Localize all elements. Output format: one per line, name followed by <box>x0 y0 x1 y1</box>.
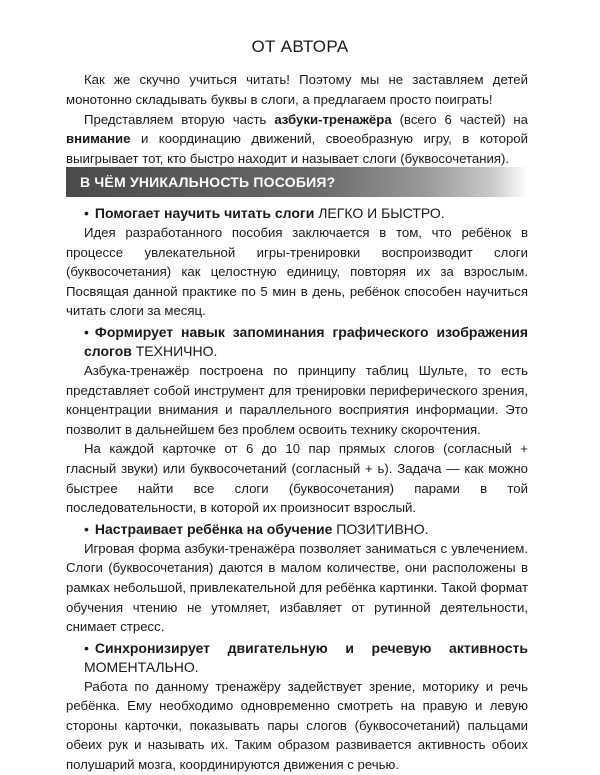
feature-heading-4 <box>66 639 528 677</box>
intro-text: Представляем вторую часть <box>84 111 275 127</box>
feature-paragraph: Игровая форма азбуки-тренажёра позволяет заниматься с увлечением. Слоги (буквосочетания) даются в малом количестве, они расположены в рамках небольшой, привлекательной для ребёнка картинки. Такой формат обучения чтению не утомляет, избавляет от рутинной деятельности, снимает стресс. <box>66 540 528 635</box>
heading-bold: Синхронизирует двигательную и речевую активность <box>94 639 528 656</box>
feature-paragraph: Азбука-тренажёр построена по принципу таблиц Шульте, то есть представляет собой инструмент для тренировки периферического зрения, концентрации внимания и параллельного восприятия информации. Это позволит в дальнейшем без проблем освоить технику скорочтения. <box>66 362 528 437</box>
intro-paragraph-1: Как же скучно учиться читать! Поэтому мы не заставляем детей монотонно складывать буквы в слоги, а предлагаем просто поиграть! <box>66 72 528 107</box>
section-banner-title: В ЧЁМ УНИКАЛЬНОСТЬ ПОСОБИЯ? <box>80 174 336 190</box>
feature-heading-2 <box>66 323 528 361</box>
feature-heading-1 <box>66 204 528 223</box>
heading-bold: Формирует навык запоминания графического изображения слогов <box>84 323 528 359</box>
feature-heading-3 <box>66 520 528 539</box>
intro-text: (всего 6 частей) на <box>391 111 529 127</box>
intro-bold-term: азбуки-тренажёра <box>274 111 392 127</box>
heading-bold: Помогает научить читать слоги <box>94 205 315 221</box>
bullet-icon: • <box>84 323 89 340</box>
heading-emphasis: ТЕХНИЧНО. <box>131 342 218 359</box>
bullet-icon: • <box>84 520 89 537</box>
intro-paragraph-2 <box>66 110 528 169</box>
feature-paragraph: На каждой карточке от 6 до 10 пар прямых слогов (согласный + гласный звуки) или буквосочетаний (согласный + ь). Задача — как можно быстрее найти все слоги (буквосочетания) парами в той последовательности, в которой их произносит взрослый. <box>66 441 528 516</box>
intro-text: и координацию движений, своеобразную игру, в которой выигрывает тот, кто быстро находит и называет слоги (буквосочетания). <box>66 131 528 167</box>
heading-emphasis: ПОЗИТИВНО. <box>332 520 429 537</box>
heading-bold: Настраивает ребёнка на обучение <box>94 520 333 537</box>
bullet-icon: • <box>84 639 89 656</box>
intro-block <box>66 70 528 169</box>
feature-paragraph: Работа по данному тренажёру задействует зрение, моторику и речь ребёнка. Ему необходимо одновременно смотреть на правую и левую стороны карточки, показывать пары слогов (буквосочетаний) пальцами обеих рук и называть их. Таким образом развивается активность обоих полушарий мозга, координируются движения с речью. <box>66 678 528 773</box>
page-title: ОТ АВТОРА <box>251 37 349 56</box>
intro-bold-term: внимание <box>66 131 131 147</box>
body-text <box>66 204 528 775</box>
section-banner <box>66 167 528 197</box>
feature-paragraph: Идея разработанного пособия заключается в том, что ребёнок в процессе увлекательной игры-тренировки воспроизводит слоги (буквосочетания) как целостную единицу, повторяя их за взрослым. Посвящая данной практике по 5 мин в день, ребёнок способен научиться читать слоги за месяц. <box>66 225 528 319</box>
heading-emphasis: ЛЕГКО И БЫСТРО. <box>314 205 445 221</box>
bullet-icon: • <box>84 205 89 221</box>
heading-emphasis: МОМЕНТАЛЬНО. <box>84 658 199 675</box>
